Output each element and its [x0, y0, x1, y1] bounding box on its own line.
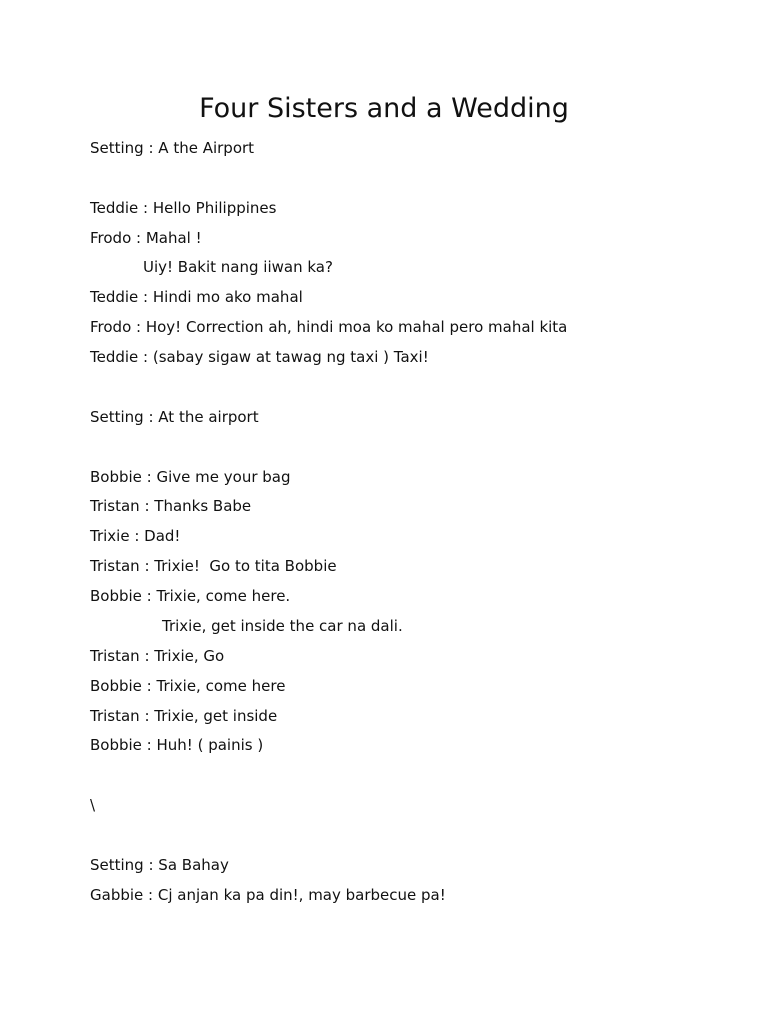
dialogue-continuation-line: Trixie, get inside the car na dali. [162, 617, 403, 635]
dialogue-line: Teddie : Hello Philippines [90, 199, 277, 217]
dialogue-line: Tristan : Thanks Babe [90, 497, 252, 515]
stray-backslash-line: \ [90, 796, 96, 814]
dialogue-line: Frodo : Mahal ! [90, 229, 202, 247]
document-title: Four Sisters and a Wedding [199, 93, 569, 124]
dialogue-continuation-line: Uiy! Bakit nang iiwan ka? [143, 258, 333, 276]
dialogue-line: Bobbie : Give me your bag [90, 468, 291, 486]
dialogue-line: Tristan : Trixie! Go to tita Bobbie [90, 557, 337, 575]
dialogue-line: Bobbie : Trixie, come here [90, 677, 286, 695]
dialogue-line: Trixie : Dad! [90, 527, 181, 545]
dialogue-line: Teddie : (sabay sigaw at tawag ng taxi ) Taxi! [90, 348, 429, 366]
dialogue-line: Bobbie : Huh! ( painis ) [90, 736, 264, 754]
dialogue-line: Gabbie : Cj anjan ka pa din!, may barbecue pa! [90, 886, 446, 904]
dialogue-line: Frodo : Hoy! Correction ah, hindi moa ko mahal pero mahal kita [90, 318, 568, 336]
dialogue-line: Teddie : Hindi mo ako mahal [90, 288, 303, 306]
dialogue-line: Tristan : Trixie, get inside [90, 707, 278, 725]
dialogue-line: Bobbie : Trixie, come here. [90, 587, 291, 605]
setting-line: Setting : Sa Bahay [90, 856, 229, 874]
setting-line: Setting : At the airport [90, 408, 259, 426]
setting-line: Setting : A the Airport [90, 139, 255, 157]
dialogue-line: Tristan : Trixie, Go [90, 647, 225, 665]
